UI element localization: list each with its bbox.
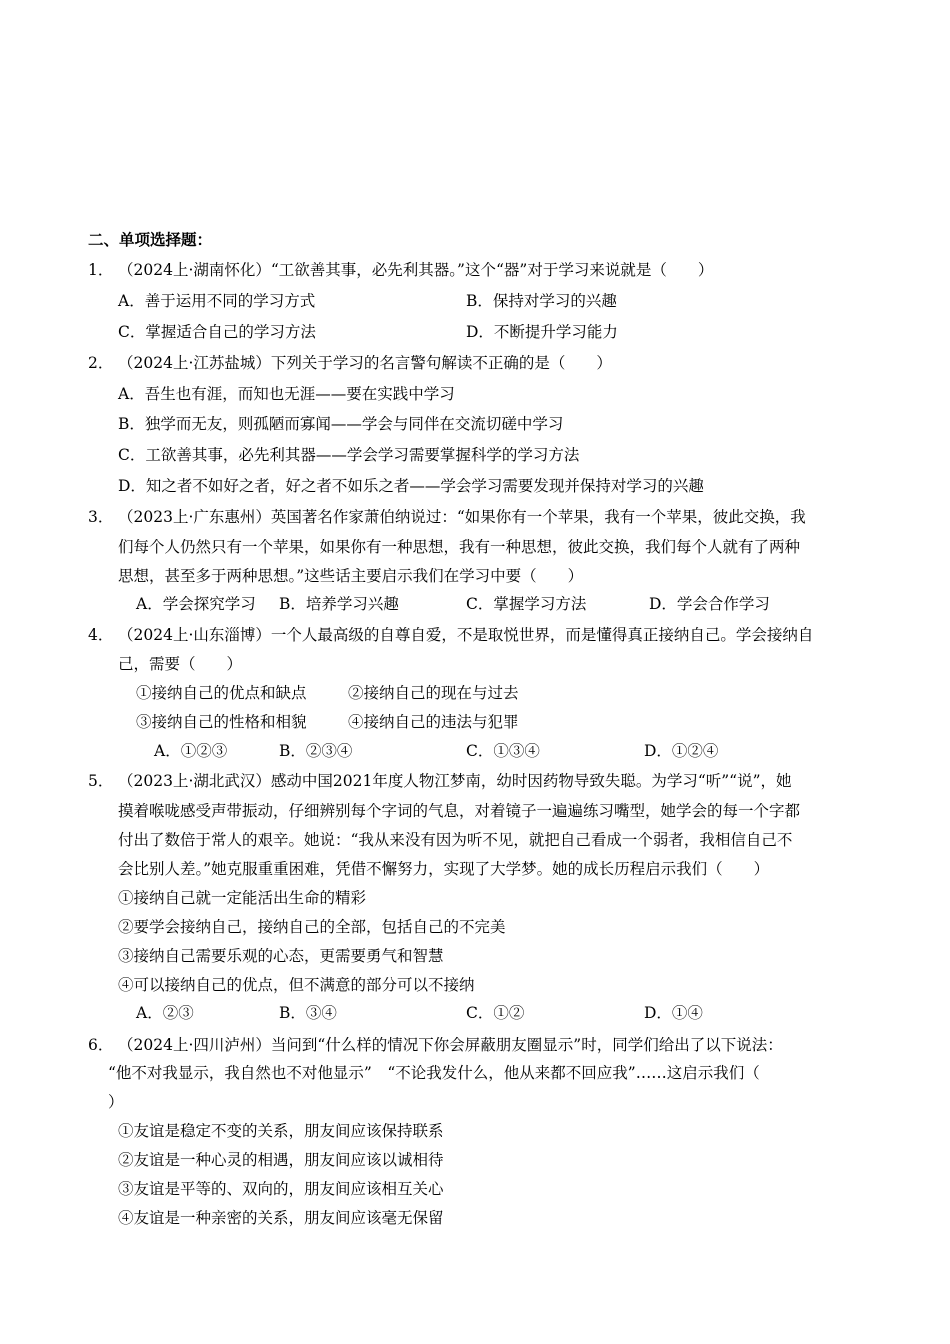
question-stem-line: 思想，甚至多于两种思想。”这些话主要启示我们在学习中要（ ） xyxy=(118,567,584,585)
question-stem-line: （2024上·山东淄博）一个人最高级的自尊自爱，不是取悦世界，而是懂得真正接纳自己。学会接纳自 xyxy=(118,626,814,644)
question-stem-line: （2023上·广东惠州）英国著名作家萧伯纳说过：“如果你有一个苹果，我有一个苹果，彼此交换，我 xyxy=(118,508,806,526)
question-stem-line: 们每个人仍然只有一个苹果，如果你有一种思想，我有一种思想，彼此交换，我们每个人就有了两种 xyxy=(118,538,801,556)
question-stem-line: 摸着喉咙感受声带振动，仔细辨别每个字词的气息，对着镜子一遍遍练习嘴型，她学会的每一个字都 xyxy=(118,802,801,820)
option-c: C．工欲善其事，必先利其器——学会学习需要掌握科学的学习方法 xyxy=(118,446,580,464)
question-number: 4． xyxy=(88,626,114,644)
option-d: D．学会合作学习 xyxy=(649,595,770,613)
question-number: 6． xyxy=(88,1036,114,1054)
statement-4: ④接纳自己的违法与犯罪 xyxy=(348,713,519,731)
statement-4: ④可以接纳自己的优点，但不满意的部分可以不接纳 xyxy=(118,976,475,994)
option-b: B．培养学习兴趣 xyxy=(279,595,399,613)
question-number: 5． xyxy=(88,772,114,790)
question-stem-line: （2023上·湖北武汉）感动中国2021年度人物江梦南，幼时因药物导致失聪。为学习“听”“说”，她 xyxy=(118,772,792,790)
option-b: B．保持对学习的兴趣 xyxy=(466,292,617,310)
option-a: A．吾生也有涯，而知也无涯——要在实践中学习 xyxy=(118,385,455,403)
question-stem-line: （2024上·四川泸州）当问到“什么样的情况下你会屏蔽朋友圈显示”时，同学们给出了以下说法： xyxy=(118,1036,783,1054)
statement-3: ③接纳自己需要乐观的心态，更需要勇气和智慧 xyxy=(118,947,444,965)
statement-2: ②友谊是一种心灵的相遇，朋友间应该以诚相待 xyxy=(118,1151,444,1169)
option-a: A．善于运用不同的学习方式 xyxy=(118,292,316,310)
option-b: B．②③④ xyxy=(279,742,353,760)
option-c: C．掌握学习方法 xyxy=(466,595,587,613)
option-b: B．③④ xyxy=(279,1004,337,1022)
option-a: A．①②③ xyxy=(154,742,228,760)
statement-2: ②要学会接纳自己，接纳自己的全部，包括自己的不完美 xyxy=(118,918,506,936)
statement-3: ③友谊是平等的、双向的，朋友间应该相互关心 xyxy=(118,1180,444,1198)
option-c: C．掌握适合自己的学习方法 xyxy=(118,323,316,341)
statement-1: ①接纳自己的优点和缺点 xyxy=(136,684,307,702)
statement-1: ①友谊是稳定不变的关系，朋友间应该保持联系 xyxy=(118,1122,444,1140)
statement-1: ①接纳自己就一定能活出生命的精彩 xyxy=(118,889,367,907)
question-number: 3． xyxy=(88,508,114,526)
option-d: D．不断提升学习能力 xyxy=(466,323,618,341)
question-stem: （2024上·江苏盐城）下列关于学习的名言警句解读不正确的是（ ） xyxy=(118,354,612,372)
statement-2: ②接纳自己的现在与过去 xyxy=(348,684,519,702)
option-d: D．①②④ xyxy=(644,742,719,760)
question-stem-line: 己，需要（ ） xyxy=(118,655,243,673)
option-a: A．②③ xyxy=(136,1004,194,1022)
statement-3: ③接纳自己的性格和相貌 xyxy=(136,713,307,731)
question-stem-line: 会比别人差。”她克服重重困难，凭借不懈努力，实现了大学梦。她的成长历程启示我们（ ） xyxy=(118,860,770,878)
option-c: C．①③④ xyxy=(466,742,540,760)
statement-4: ④友谊是一种亲密的关系，朋友间应该毫无保留 xyxy=(118,1209,444,1227)
option-d: D．知之者不如好之者，好之者不如乐之者——学会学习需要发现并保持对学习的兴趣 xyxy=(118,477,704,495)
question-stem-line: 付出了数倍于常人的艰辛。她说：“我从来没有因为听不见，就把自己看成一个弱者，我相信自己不 xyxy=(118,831,793,849)
question-stem-line: ） xyxy=(108,1093,124,1111)
question-stem-line: “他不对我显示，我自然也不对他显示” “不论我发什么，他从来都不回应我”……这启示我们（ xyxy=(108,1064,760,1082)
option-b: B．独学而无友，则孤陋而寡闻——学会与同伴在交流切磋中学习 xyxy=(118,415,564,433)
section-title: 二、单项选择题： xyxy=(88,231,213,249)
option-c: C．①② xyxy=(466,1004,525,1022)
question-number: 1． xyxy=(88,261,114,279)
option-d: D．①④ xyxy=(644,1004,703,1022)
question-number: 2． xyxy=(88,354,114,372)
question-stem: （2024上·湖南怀化）“工欲善其事，必先利其器。”这个“器”对于学习来说就是（ ） xyxy=(118,261,714,279)
option-a: A．学会探究学习 xyxy=(136,595,256,613)
